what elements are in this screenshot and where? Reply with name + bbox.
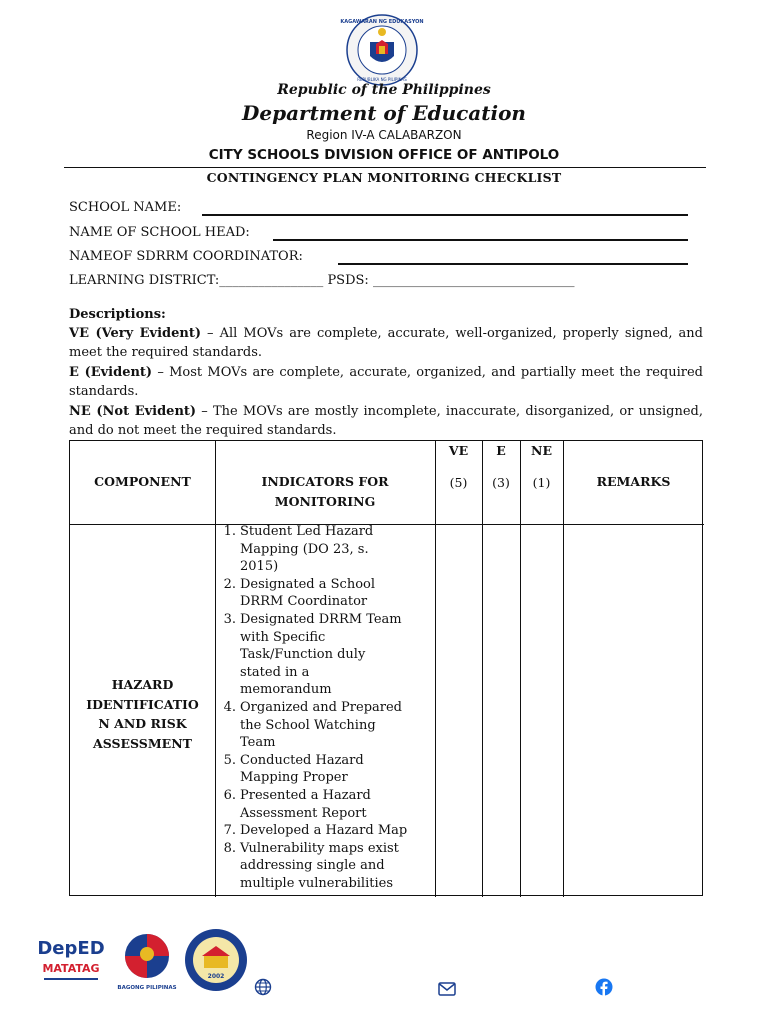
ne-label: NE (Not Evident) bbox=[69, 404, 197, 419]
indicator-number: 2. bbox=[223, 576, 236, 592]
district-label: LEARNING DISTRICT: bbox=[69, 273, 220, 288]
svg-text:2002: 2002 bbox=[207, 973, 225, 980]
department-title: Department of Education bbox=[242, 101, 526, 125]
seal-text-top: KAGAWARAN NG EDUKASYON bbox=[340, 19, 424, 25]
school-head-label: NAME OF SCHOOL HEAD: bbox=[69, 225, 250, 240]
ve-score: (5) bbox=[449, 475, 468, 490]
school-name-label: SCHOOL NAME: bbox=[69, 200, 182, 215]
ve-text: – All MOVs are complete, accurate, well-organized, properly signed, and meet the required standards. bbox=[69, 326, 703, 361]
indicator-line: 2015) bbox=[240, 559, 279, 575]
district-row bbox=[69, 273, 574, 288]
ne-text: – The MOVs are mostly incomplete, inaccurate, disorganized, or unsigned, and do not meet the required standards. bbox=[69, 404, 703, 439]
school-name-line[interactable] bbox=[202, 214, 688, 216]
indicator-line: Mapping (DO 23, s. bbox=[240, 541, 369, 557]
indicator-number: 6. bbox=[223, 787, 236, 803]
component-header: COMPONENT bbox=[94, 474, 191, 489]
ne-description bbox=[69, 402, 703, 441]
indicator-line: the School Watching bbox=[240, 717, 376, 733]
deped-seal-logo bbox=[340, 14, 424, 86]
indicator-item bbox=[216, 787, 434, 822]
ve-header: VE bbox=[448, 443, 469, 458]
indicator-line: Team bbox=[240, 735, 276, 751]
indicator-text bbox=[240, 822, 434, 840]
indicator-line: multiple vulnerabilities bbox=[240, 875, 393, 891]
indicator-number: 3. bbox=[223, 611, 236, 627]
ve-label: VE (Very Evident) bbox=[69, 326, 201, 341]
region-label: Region IV-A CALABARZON bbox=[306, 128, 462, 142]
indicator-number: 5. bbox=[223, 752, 236, 768]
globe-icon[interactable] bbox=[254, 978, 272, 996]
descriptions-heading: Descriptions: bbox=[69, 307, 166, 322]
remarks-header: REMARKS bbox=[596, 474, 671, 489]
e-rating-cell[interactable] bbox=[483, 525, 520, 895]
indicator-item bbox=[216, 576, 434, 611]
checklist-table bbox=[69, 440, 703, 896]
ve-rating-cell[interactable] bbox=[436, 525, 482, 895]
indicator-text bbox=[240, 840, 434, 893]
deped-matatag-logo bbox=[36, 934, 106, 992]
e-score: (3) bbox=[492, 475, 510, 490]
component-name: HAZARD IDENTIFICATIO N AND RISK ASSESSMENT bbox=[86, 677, 199, 751]
indicator-line: Assessment Report bbox=[240, 805, 367, 821]
indicator-line: stated in a bbox=[240, 664, 310, 680]
indicator-number: 1. bbox=[223, 524, 236, 539]
indicator-line: Designated a School bbox=[240, 576, 376, 592]
indicator-item bbox=[216, 699, 434, 752]
ne-rating-cell[interactable] bbox=[521, 525, 563, 895]
svg-text:DepED: DepED bbox=[37, 938, 105, 959]
coordinator-line[interactable] bbox=[338, 263, 688, 265]
indicator-line: Conducted Hazard bbox=[240, 752, 364, 768]
indicator-item bbox=[216, 840, 434, 893]
indicator-text bbox=[240, 523, 434, 576]
psds-blank[interactable]: _______________________________ bbox=[372, 273, 575, 288]
indicator-line: DRRM Coordinator bbox=[240, 594, 368, 610]
e-description bbox=[69, 363, 703, 402]
indicator-line: Organized and Prepared bbox=[240, 699, 403, 715]
indicator-line: Student Led Hazard bbox=[240, 524, 374, 539]
indicator-number: 4. bbox=[223, 699, 236, 715]
school-head-line[interactable] bbox=[273, 239, 688, 241]
coordinator-label: NAMEOF SDRRM COORDINATOR: bbox=[69, 249, 303, 264]
indicator-line: Mapping Proper bbox=[240, 770, 348, 786]
indicator-line: with Specific bbox=[240, 629, 326, 645]
remarks-cell[interactable] bbox=[564, 525, 702, 895]
indicator-line: Presented a Hazard bbox=[240, 787, 371, 803]
division-seal-logo bbox=[184, 928, 248, 992]
svg-text:MATATAG: MATATAG bbox=[42, 962, 100, 975]
header-divider bbox=[64, 167, 706, 168]
indicator-text bbox=[240, 787, 434, 822]
indicator-item bbox=[216, 752, 434, 787]
e-text: – Most MOVs are complete, accurate, organized, and partially meet the required standards. bbox=[69, 365, 703, 400]
indicator-item bbox=[216, 822, 434, 840]
indicator-text bbox=[240, 699, 434, 752]
republic-label: Republic of the Philippines bbox=[277, 82, 491, 98]
indicators-header-line1: INDICATORS FOR bbox=[261, 474, 389, 489]
mail-icon[interactable] bbox=[438, 980, 456, 998]
district-blank[interactable]: ________________ bbox=[219, 273, 324, 288]
indicator-list bbox=[216, 523, 434, 892]
indicator-line: Task/Function duly bbox=[240, 647, 366, 663]
indicators-header-line2: MONITORING bbox=[274, 494, 376, 509]
e-header: E bbox=[496, 443, 506, 458]
document-title: CONTINGENCY PLAN MONITORING CHECKLIST bbox=[206, 170, 562, 185]
indicator-text bbox=[240, 576, 434, 611]
bagong-pilipinas-logo bbox=[116, 930, 178, 992]
indicator-line: Vulnerability maps exist bbox=[240, 840, 399, 856]
psds-label: PSDS: bbox=[327, 273, 369, 288]
indicator-number: 7. bbox=[223, 823, 236, 839]
indicator-number: 8. bbox=[223, 840, 236, 856]
e-label: E (Evident) bbox=[69, 365, 153, 380]
indicator-line: Developed a Hazard Map bbox=[240, 823, 408, 839]
svg-text:BAGONG PILIPINAS: BAGONG PILIPINAS bbox=[117, 985, 177, 991]
ne-score: (1) bbox=[532, 475, 551, 490]
indicator-text bbox=[240, 752, 434, 787]
indicator-line: Designated DRRM Team bbox=[240, 611, 402, 627]
indicator-text bbox=[240, 611, 434, 699]
ve-description bbox=[69, 324, 703, 363]
division-label: CITY SCHOOLS DIVISION OFFICE OF ANTIPOLO bbox=[208, 147, 560, 163]
facebook-icon[interactable] bbox=[595, 978, 613, 996]
seal-text-bottom: REPUBLIKA NG PILIPINAS bbox=[357, 77, 407, 82]
ne-header: NE bbox=[531, 443, 552, 458]
indicator-item bbox=[216, 611, 434, 699]
indicator-line: addressing single and bbox=[240, 858, 385, 874]
indicator-item bbox=[216, 523, 434, 576]
indicator-line: memorandum bbox=[240, 682, 332, 698]
